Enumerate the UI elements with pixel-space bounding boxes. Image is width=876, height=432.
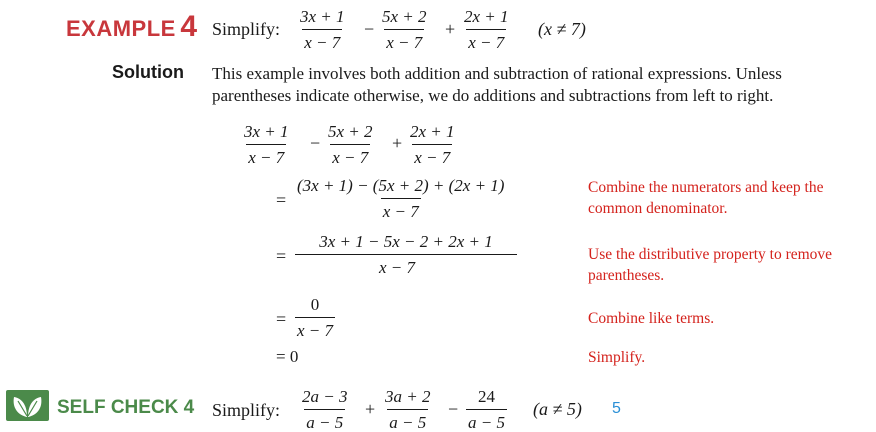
self-check-fraction-2 <box>383 388 432 431</box>
self-check-prompt: Simplify: <box>212 400 281 420</box>
step-2-fraction <box>295 233 517 276</box>
step-2-den: x − 7 <box>295 254 517 276</box>
self-check-fraction-3 <box>466 388 507 431</box>
example-label-word: EXAMPLE <box>66 16 176 41</box>
step-1-den: x − 7 <box>381 198 421 220</box>
step-1-num: (3x + 1) − (5x + 2) + (2x + 1) <box>297 176 505 195</box>
self-check-fraction-1 <box>300 388 349 431</box>
step-1-note-line-2: common denominator. <box>588 200 728 217</box>
self-check-fraction-3-num: 24 <box>477 387 495 406</box>
step-4-note <box>588 347 645 368</box>
start-fraction-1 <box>242 123 291 166</box>
example-label-number: 4 <box>180 10 197 43</box>
self-check-op-2: − <box>448 399 459 419</box>
step-3-equals: = <box>276 309 287 329</box>
start-op-2: + <box>392 133 403 153</box>
start-fraction-3-den: x − 7 <box>412 144 452 166</box>
example-condition: (x ≠ 7) <box>538 19 586 39</box>
example-fraction-2 <box>380 8 429 51</box>
step-2-note-line-1: Use the distributive property to remove <box>588 246 833 263</box>
solution-label: Solution <box>112 62 184 82</box>
step-3-den: x − 7 <box>295 317 335 339</box>
solution-intro-line-2: parentheses indicate otherwise, we do additions and subtractions from left to right. <box>212 86 774 105</box>
example-fraction-1 <box>298 8 347 51</box>
self-check-fraction-2-den: a − 5 <box>387 409 428 431</box>
step-1-note-line-1: Combine the numerators and keep the <box>588 179 824 196</box>
start-fraction-2-den: x − 7 <box>330 144 370 166</box>
step-1-fraction <box>295 177 506 220</box>
example-op-2: + <box>445 19 456 39</box>
example-fraction-1-num: 3x + 1 <box>300 7 345 26</box>
step-1-note <box>588 177 823 219</box>
self-check-fraction-1-den: a − 5 <box>304 409 345 431</box>
start-fraction-3-num: 2x + 1 <box>410 122 455 141</box>
example-fraction-2-den: x − 7 <box>384 29 424 51</box>
start-fraction-1-num: 3x + 1 <box>244 122 289 141</box>
step-3-fraction <box>295 296 335 339</box>
start-fraction-2 <box>326 123 375 166</box>
step-3-note <box>588 308 714 329</box>
step-2-note <box>588 244 832 286</box>
solution-intro-line-1: This example involves both addition and subtraction of rational expressions. Unless <box>212 64 782 83</box>
self-check-fraction-2-num: 3a + 2 <box>385 387 431 406</box>
self-check-answer[interactable]: 5 <box>612 400 621 417</box>
self-check-leaf-icon <box>6 390 49 421</box>
example-fraction-3 <box>462 8 511 51</box>
step-1-equals: = <box>276 190 287 210</box>
step-3-note-line-1: Combine like terms. <box>588 310 715 327</box>
example-op-1: − <box>364 19 375 39</box>
self-check-op-1: + <box>365 399 376 419</box>
start-fraction-3 <box>408 123 457 166</box>
self-check-fraction-1-num: 2a − 3 <box>302 387 348 406</box>
start-op-1: − <box>310 133 321 153</box>
step-4-result: = 0 <box>276 347 299 366</box>
step-3-num: 0 <box>310 295 320 314</box>
self-check-condition: (a ≠ 5) <box>533 399 582 419</box>
leaf-icon <box>6 390 49 421</box>
example-fraction-2-num: 5x + 2 <box>382 7 427 26</box>
example-prompt: Simplify: <box>212 19 281 39</box>
example-fraction-1-den: x − 7 <box>302 29 342 51</box>
start-fraction-2-num: 5x + 2 <box>328 122 373 141</box>
start-fraction-1-den: x − 7 <box>246 144 286 166</box>
self-check-fraction-3-den: a − 5 <box>466 409 507 431</box>
example-label <box>66 10 197 44</box>
example-fraction-3-den: x − 7 <box>466 29 506 51</box>
self-check-label: SELF CHECK 4 <box>57 397 195 418</box>
step-2-note-line-2: parentheses. <box>588 267 665 284</box>
step-2-equals: = <box>276 246 287 266</box>
example-fraction-3-num: 2x + 1 <box>464 7 509 26</box>
step-2-num: 3x + 1 − 5x − 2 + 2x + 1 <box>319 232 493 251</box>
step-4-note-line-1: Simplify. <box>588 349 646 366</box>
